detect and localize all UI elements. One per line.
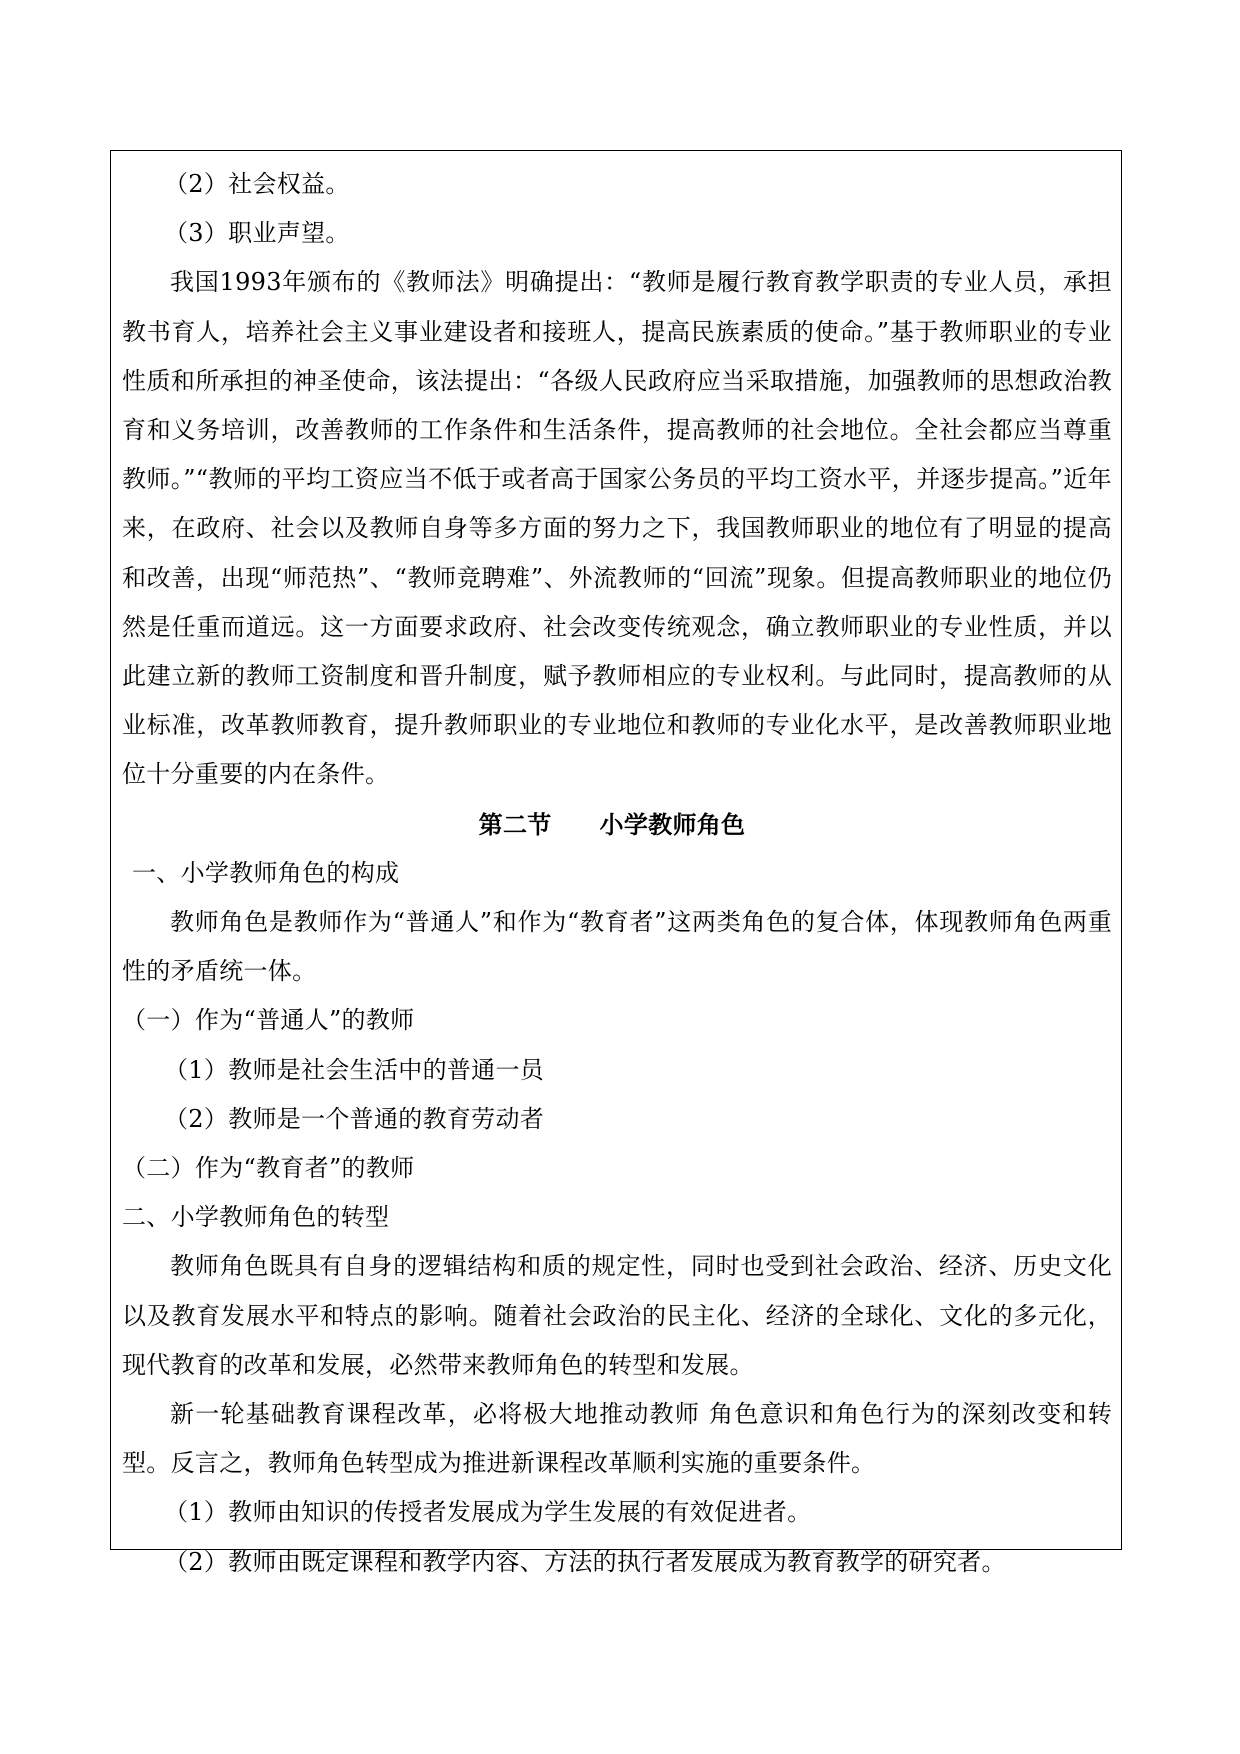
list-item-ordinary-laborer: （2）教师是一个普通的教育劳动者 — [164, 1104, 545, 1133]
heading-role-transformation: 二、小学教师角色的转型 — [122, 1203, 390, 1232]
list-item-researcher: （2）教师由既定课程和教学内容、方法的执行者发展成为教育教学的研究者。 — [164, 1547, 1006, 1576]
heading-role-composition: 一、小学教师角色的构成 — [132, 858, 400, 887]
section-name: 小学教师角色 — [599, 809, 746, 839]
paragraph-curriculum-reform: 新一轮基础教育课程改革，必将极大地推动教师 角色意识和角色行为的深刻改变和转型。反言之，教师角色转型成为推进新课程改革顺利实施的重要条件。 — [122, 1400, 1112, 1478]
paragraph-role-influences: 教师角色既具有自身的逻辑结构和质的规定性，同时也受到社会政治、经济、历史文化以及教育发展水平和特点的影响。随着社会政治的民主化、经济的全球化、文化的多元化，现代教育的改革和发展，必然带来教师角色的转型和发展。 — [122, 1252, 1112, 1379]
list-item-ordinary-member: （1）教师是社会生活中的普通一员 — [164, 1055, 545, 1084]
subheading-ordinary-person: （一）作为“普通人”的教师 — [122, 1006, 415, 1035]
section-heading — [122, 800, 1112, 849]
list-item-facilitator: （1）教师由知识的传授者发展成为学生发展的有效促进者。 — [164, 1498, 812, 1527]
document-body — [122, 160, 1112, 1587]
paragraph-role-definition: 教师角色是教师作为“普通人”和作为“教育者”这两类角色的复合体，体现教师角色两重性的矛盾统一体。 — [122, 908, 1112, 986]
section-number: 第二节 — [478, 809, 552, 839]
paragraph-teachers-law: 我国1993年颁布的《教师法》明确提出：“教师是履行教育教学职责的专业人员，承担教书育人，培养社会主义事业建设者和接班人，提高民族素质的使命。”基于教师职业的专业性质和所承担的神圣使命，该法提出：“各级人民政府应当采取措施，加强教师的思想政治教育和义务培训，改善教师的工作条件和生活条件，提高教师的社会地位。全社会都应当尊重教师。”“教师的平均工资应当不低于或者高于国家公务员的平均工资水平，并逐步提高。”近年来，在政府、社会以及教师自身等多方面的努力之下，我国教师职业的地位有了明显的提高和改善，出现“师范热”、“教师竞聘难”、外流教师的“回流”现象。但提高教师职业的地位仍然是任重而道远。这一方面要求政府、社会改变传统观念，确立教师职业的专业性质，并以此建立新的教师工资制度和晋升制度，赋予教师相应的专业权利。与此同时，提高教师的从业标准，改革教师教育，提升教师职业的专业地位和教师的专业化水平，是改善教师职业地位十分重要的内在条件。 — [122, 268, 1112, 789]
subheading-educator: （二）作为“教育者”的教师 — [122, 1154, 415, 1183]
list-item-professional-prestige: （3）职业声望。 — [164, 219, 350, 248]
list-item-social-rights: （2）社会权益。 — [164, 170, 350, 198]
